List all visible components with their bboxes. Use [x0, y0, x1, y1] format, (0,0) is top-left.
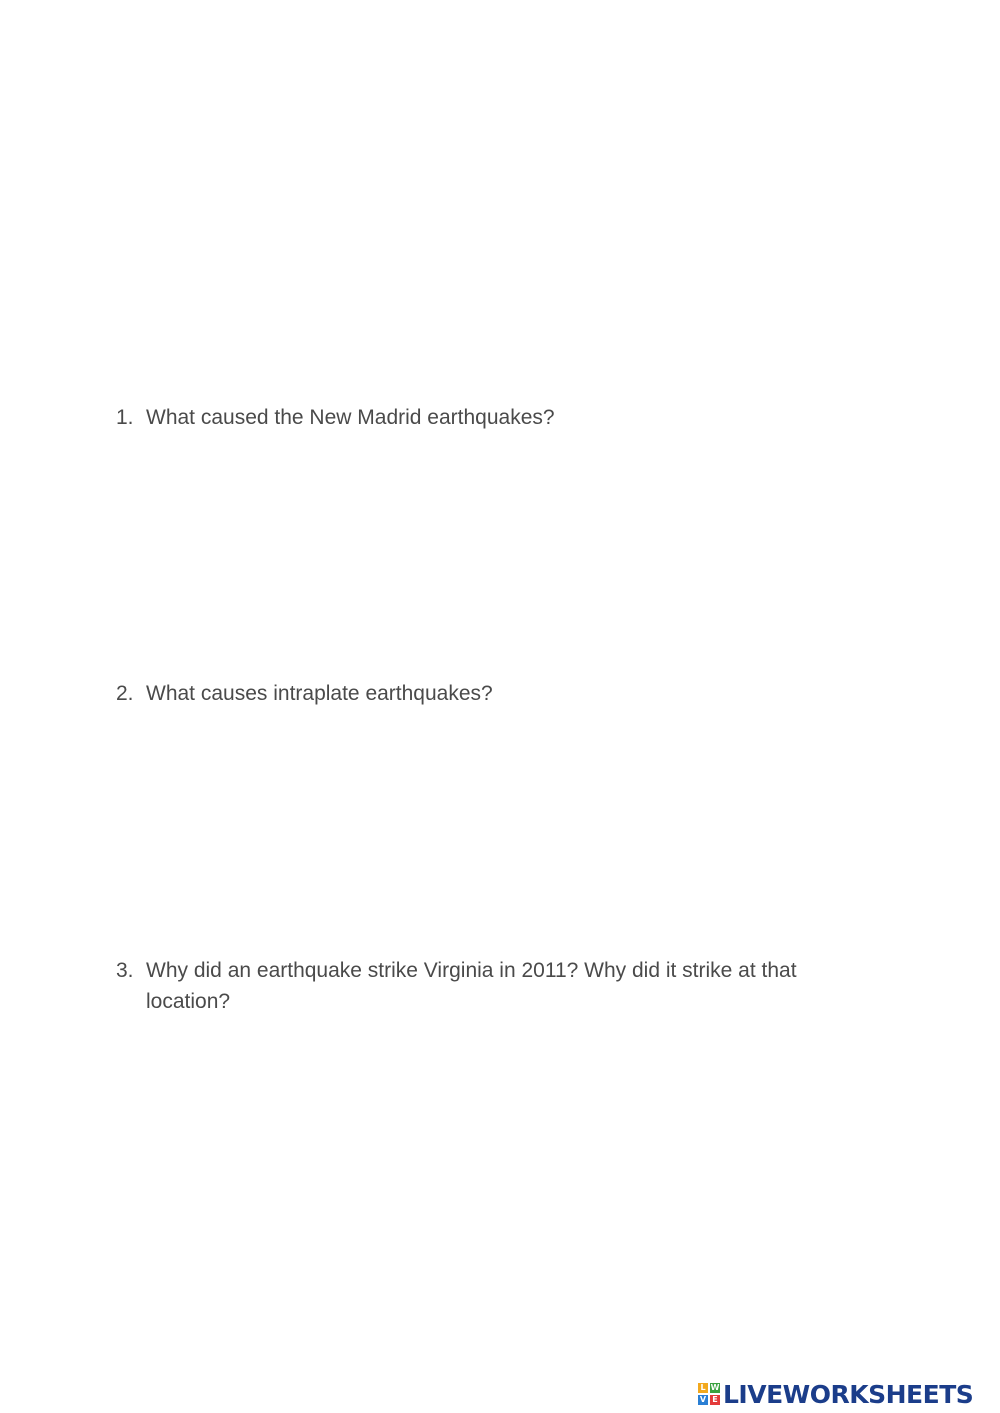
question-number: 1.	[116, 406, 134, 429]
logo-mark-cell: W	[710, 1383, 720, 1392]
question-2	[116, 678, 876, 709]
question-3	[116, 955, 876, 1017]
logo-mark-cell: E	[710, 1395, 720, 1405]
logo-text: LIVEWORKSHEETS	[723, 1379, 974, 1409]
question-text: What caused the New Madrid earthquakes?	[146, 406, 555, 429]
logo-mark-cell: L	[698, 1383, 708, 1393]
question-number: 3.	[116, 959, 134, 982]
question-number: 2.	[116, 682, 134, 705]
question-1	[116, 402, 876, 433]
question-text: Why did an earthquake strike Virginia in 2011? Why did it strike at that location?	[146, 959, 797, 1013]
question-text: What causes intraplate earthquakes?	[146, 682, 493, 705]
liveworksheets-logo	[698, 1378, 973, 1410]
logo-mark-cell: V	[699, 1395, 707, 1404]
logo-mark-icon	[698, 1383, 720, 1405]
